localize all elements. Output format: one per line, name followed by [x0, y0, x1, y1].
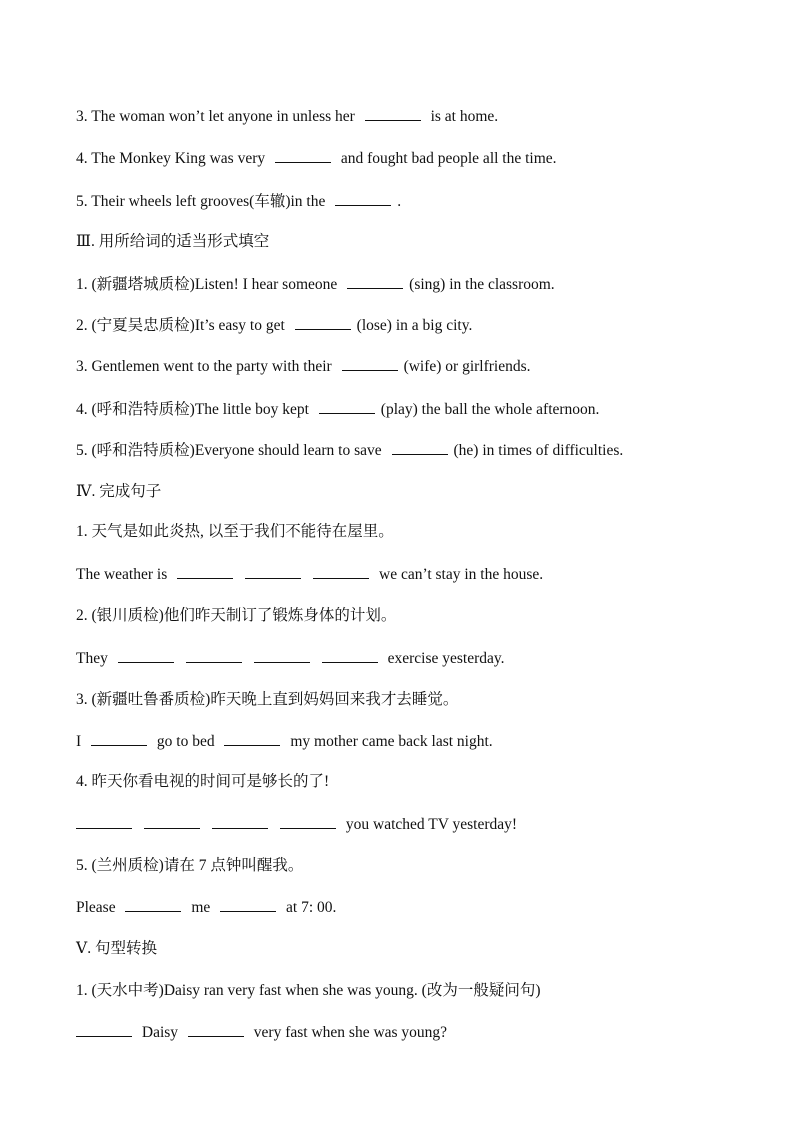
answer-blank[interactable] [220, 897, 276, 912]
worksheet-line [76, 522, 394, 542]
line-text: 2. (银川质检)他们昨天制订了锻炼身体的计划。 [76, 607, 397, 624]
line-text: (he) in times of difficulties. [453, 442, 624, 459]
worksheet-line [76, 315, 472, 336]
line-text: and fought bad people all the time. [337, 150, 557, 167]
answer-blank[interactable] [275, 148, 331, 163]
worksheet-line [76, 274, 555, 295]
line-text: Ⅳ. 完成句子 [76, 483, 162, 500]
worksheet-line [76, 399, 599, 420]
line-text: I [76, 733, 86, 750]
line-text: 1. (新疆塔城质检)Listen! I hear someone [76, 276, 342, 293]
answer-blank[interactable] [125, 897, 181, 912]
line-text: The weather is [76, 566, 172, 583]
worksheet-line [76, 148, 557, 169]
line-text: exercise yesterday. [383, 650, 505, 667]
line-text: 4. The Monkey King was very [76, 150, 270, 167]
worksheet-line [76, 191, 401, 212]
worksheet-line [76, 939, 157, 959]
answer-blank[interactable] [254, 648, 310, 663]
answer-blank[interactable] [76, 1022, 132, 1037]
line-text: They [76, 650, 112, 667]
answer-blank[interactable] [280, 814, 336, 829]
answer-blank[interactable] [295, 315, 351, 330]
worksheet-line [76, 606, 396, 626]
line-text: (lose) in a big city. [356, 317, 473, 334]
answer-blank[interactable] [319, 399, 375, 414]
line-text: 5. Their wheels left grooves(车辙)in the [76, 193, 330, 210]
line-text: my mother came back last night. [286, 733, 493, 750]
worksheet-line [76, 690, 458, 710]
line-text: me [187, 899, 215, 916]
answer-blank[interactable] [322, 648, 378, 663]
answer-blank[interactable] [365, 106, 421, 121]
line-text: very fast when she was young? [249, 1024, 448, 1041]
line-text: is at home. [426, 108, 499, 125]
answer-blank[interactable] [144, 814, 200, 829]
worksheet-line [76, 1022, 447, 1043]
answer-blank[interactable] [76, 814, 132, 829]
line-text: 3. The woman won’t let anyone in unless her [76, 108, 359, 125]
line-text: 4. 昨天你看电视的时间可是够长的了! [76, 773, 330, 790]
line-text: (play) the ball the whole afternoon. [380, 401, 600, 418]
worksheet-line [76, 356, 531, 377]
line-text: 1. (天水中考)Daisy ran very fast when she was young. (改为一般疑问句) [76, 982, 541, 999]
answer-blank[interactable] [212, 814, 268, 829]
line-text: 2. (宁夏吴忠质检)It’s easy to get [76, 317, 289, 334]
line-text: 1. 天气是如此炎热, 以至于我们不能待在屋里。 [76, 523, 394, 540]
answer-blank[interactable] [347, 274, 403, 289]
line-text: Ⅴ. 句型转换 [76, 940, 157, 957]
answer-blank[interactable] [392, 440, 448, 455]
worksheet-line [76, 564, 543, 585]
answer-blank[interactable] [245, 564, 301, 579]
worksheet-line [76, 731, 493, 752]
worksheet-line [76, 856, 303, 876]
answer-blank[interactable] [186, 648, 242, 663]
worksheet-line [76, 440, 623, 461]
worksheet-line [76, 482, 161, 502]
line-text: Ⅲ. 用所给词的适当形式填空 [76, 233, 270, 250]
line-text: . [397, 193, 402, 210]
line-text: at 7: 00. [282, 899, 337, 916]
line-text: 4. (呼和浩特质检)The little boy kept [76, 401, 313, 418]
worksheet-line [76, 106, 498, 127]
line-text: (wife) or girlfriends. [403, 358, 531, 375]
answer-blank[interactable] [177, 564, 233, 579]
line-text: go to bed [153, 733, 219, 750]
worksheet-line [76, 814, 517, 835]
answer-blank[interactable] [313, 564, 369, 579]
line-text: 3. (新疆吐鲁番质检)昨天晚上直到妈妈回来我才去睡觉。 [76, 691, 459, 708]
worksheet-line [76, 232, 269, 252]
answer-blank[interactable] [188, 1022, 244, 1037]
line-text: 5. (呼和浩特质检)Everyone should learn to save [76, 442, 386, 459]
worksheet-line [76, 772, 329, 792]
line-text: 3. Gentlemen went to the party with their [76, 358, 336, 375]
answer-blank[interactable] [224, 731, 280, 746]
line-text: you watched TV yesterday! [342, 816, 518, 833]
worksheet-line [76, 897, 336, 918]
line-text: we can’t stay in the house. [375, 566, 544, 583]
line-text: Daisy [138, 1024, 182, 1041]
line-text: 5. (兰州质检)请在 7 点钟叫醒我。 [76, 857, 304, 874]
worksheet-line [76, 981, 541, 1001]
line-text: (sing) in the classroom. [409, 276, 555, 293]
answer-blank[interactable] [342, 356, 398, 371]
answer-blank[interactable] [91, 731, 147, 746]
line-text: Please [76, 899, 120, 916]
answer-blank[interactable] [118, 648, 174, 663]
answer-blank[interactable] [335, 191, 391, 206]
worksheet-line [76, 648, 505, 669]
